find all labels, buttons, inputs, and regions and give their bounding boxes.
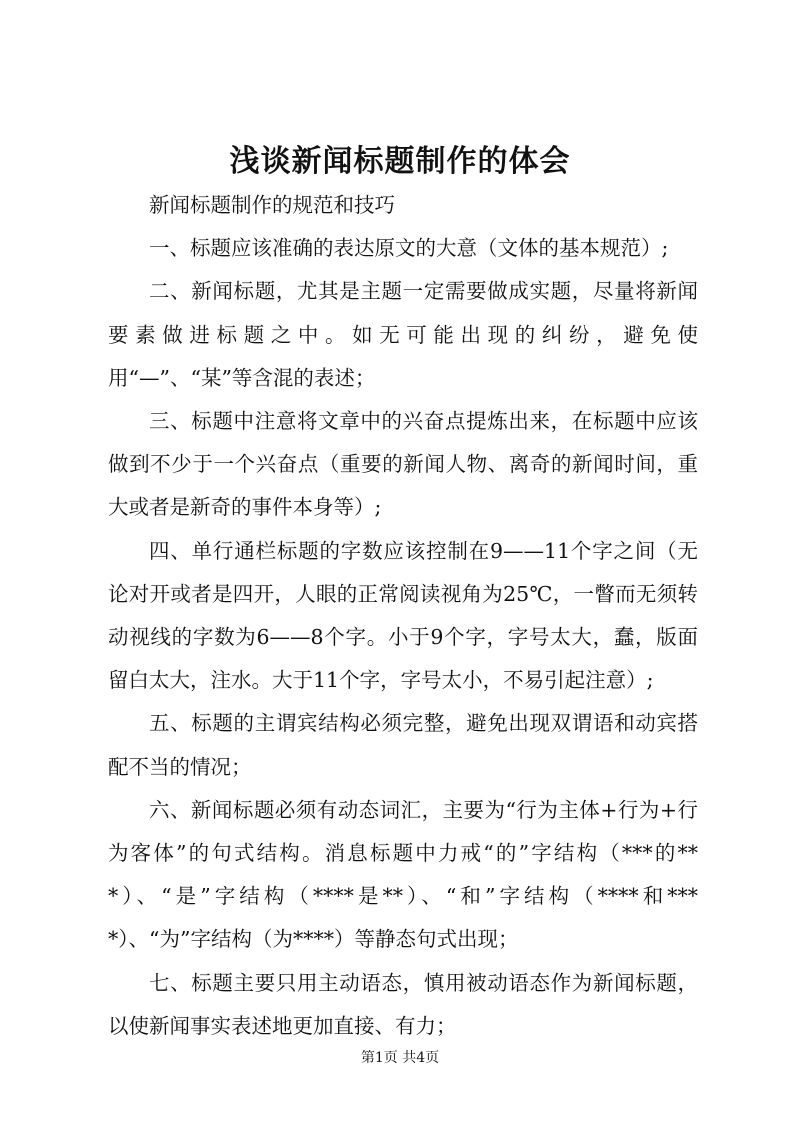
section-heading: 新闻标题制作的规范和技巧 (149, 193, 395, 217)
document-body (108, 184, 698, 1048)
paragraph-2: 二、新闻标题，尤其是主题一定需要做成实题，尽量将新闻要素做进标题之中。如无可能出现的纠纷，避免使用“—”、“某”等含混的表述； (108, 279, 698, 390)
paragraph-1: 一、标题应该准确的表达原文的大意（文体的基本规范）; (149, 236, 669, 261)
paragraph-4: 四、单行通栏标题的字数应该控制在9——11个字之间（无论对开或者是四开，人眼的正常阅读视角为25℃，一瞥而无须转动视线的字数为6——8个字。小于9个字，字号太大，蠢，版面留白太大，注水。大于11个字，字号太小，不易引起注意）; (108, 538, 698, 693)
paragraph-6: 六、新闻标题必须有动态词汇，主要为“行为主体+行为+行为客体”的句式结构。消息标题中力戒“的”字结构（***的***）、“是”字结构（****是**）、“和”字结构（****和****）、“为”字结构（为****）等静态句式出现； (108, 797, 698, 952)
paragraph-7: 七、标题主要只用主动语态，慎用被动语态作为新闻标题，以使新闻事实表述地更加直接、有力； (108, 970, 698, 1038)
document-title: 浅谈新闻标题制作的体会 (229, 144, 571, 179)
paragraph-5: 五、标题的主谓宾结构必须完整，避免出现双谓语和动宾搭配不当的情况； (108, 711, 698, 779)
paragraph-3: 三、标题中注意将文章中的兴奋点提炼出来，在标题中应该做到不少于一个兴奋点（重要的新闻人物、离奇的新闻时间，重大或者是新奇的事件本身等）; (108, 409, 698, 520)
page-number-footer: 第1页 共4页 (360, 1050, 440, 1066)
